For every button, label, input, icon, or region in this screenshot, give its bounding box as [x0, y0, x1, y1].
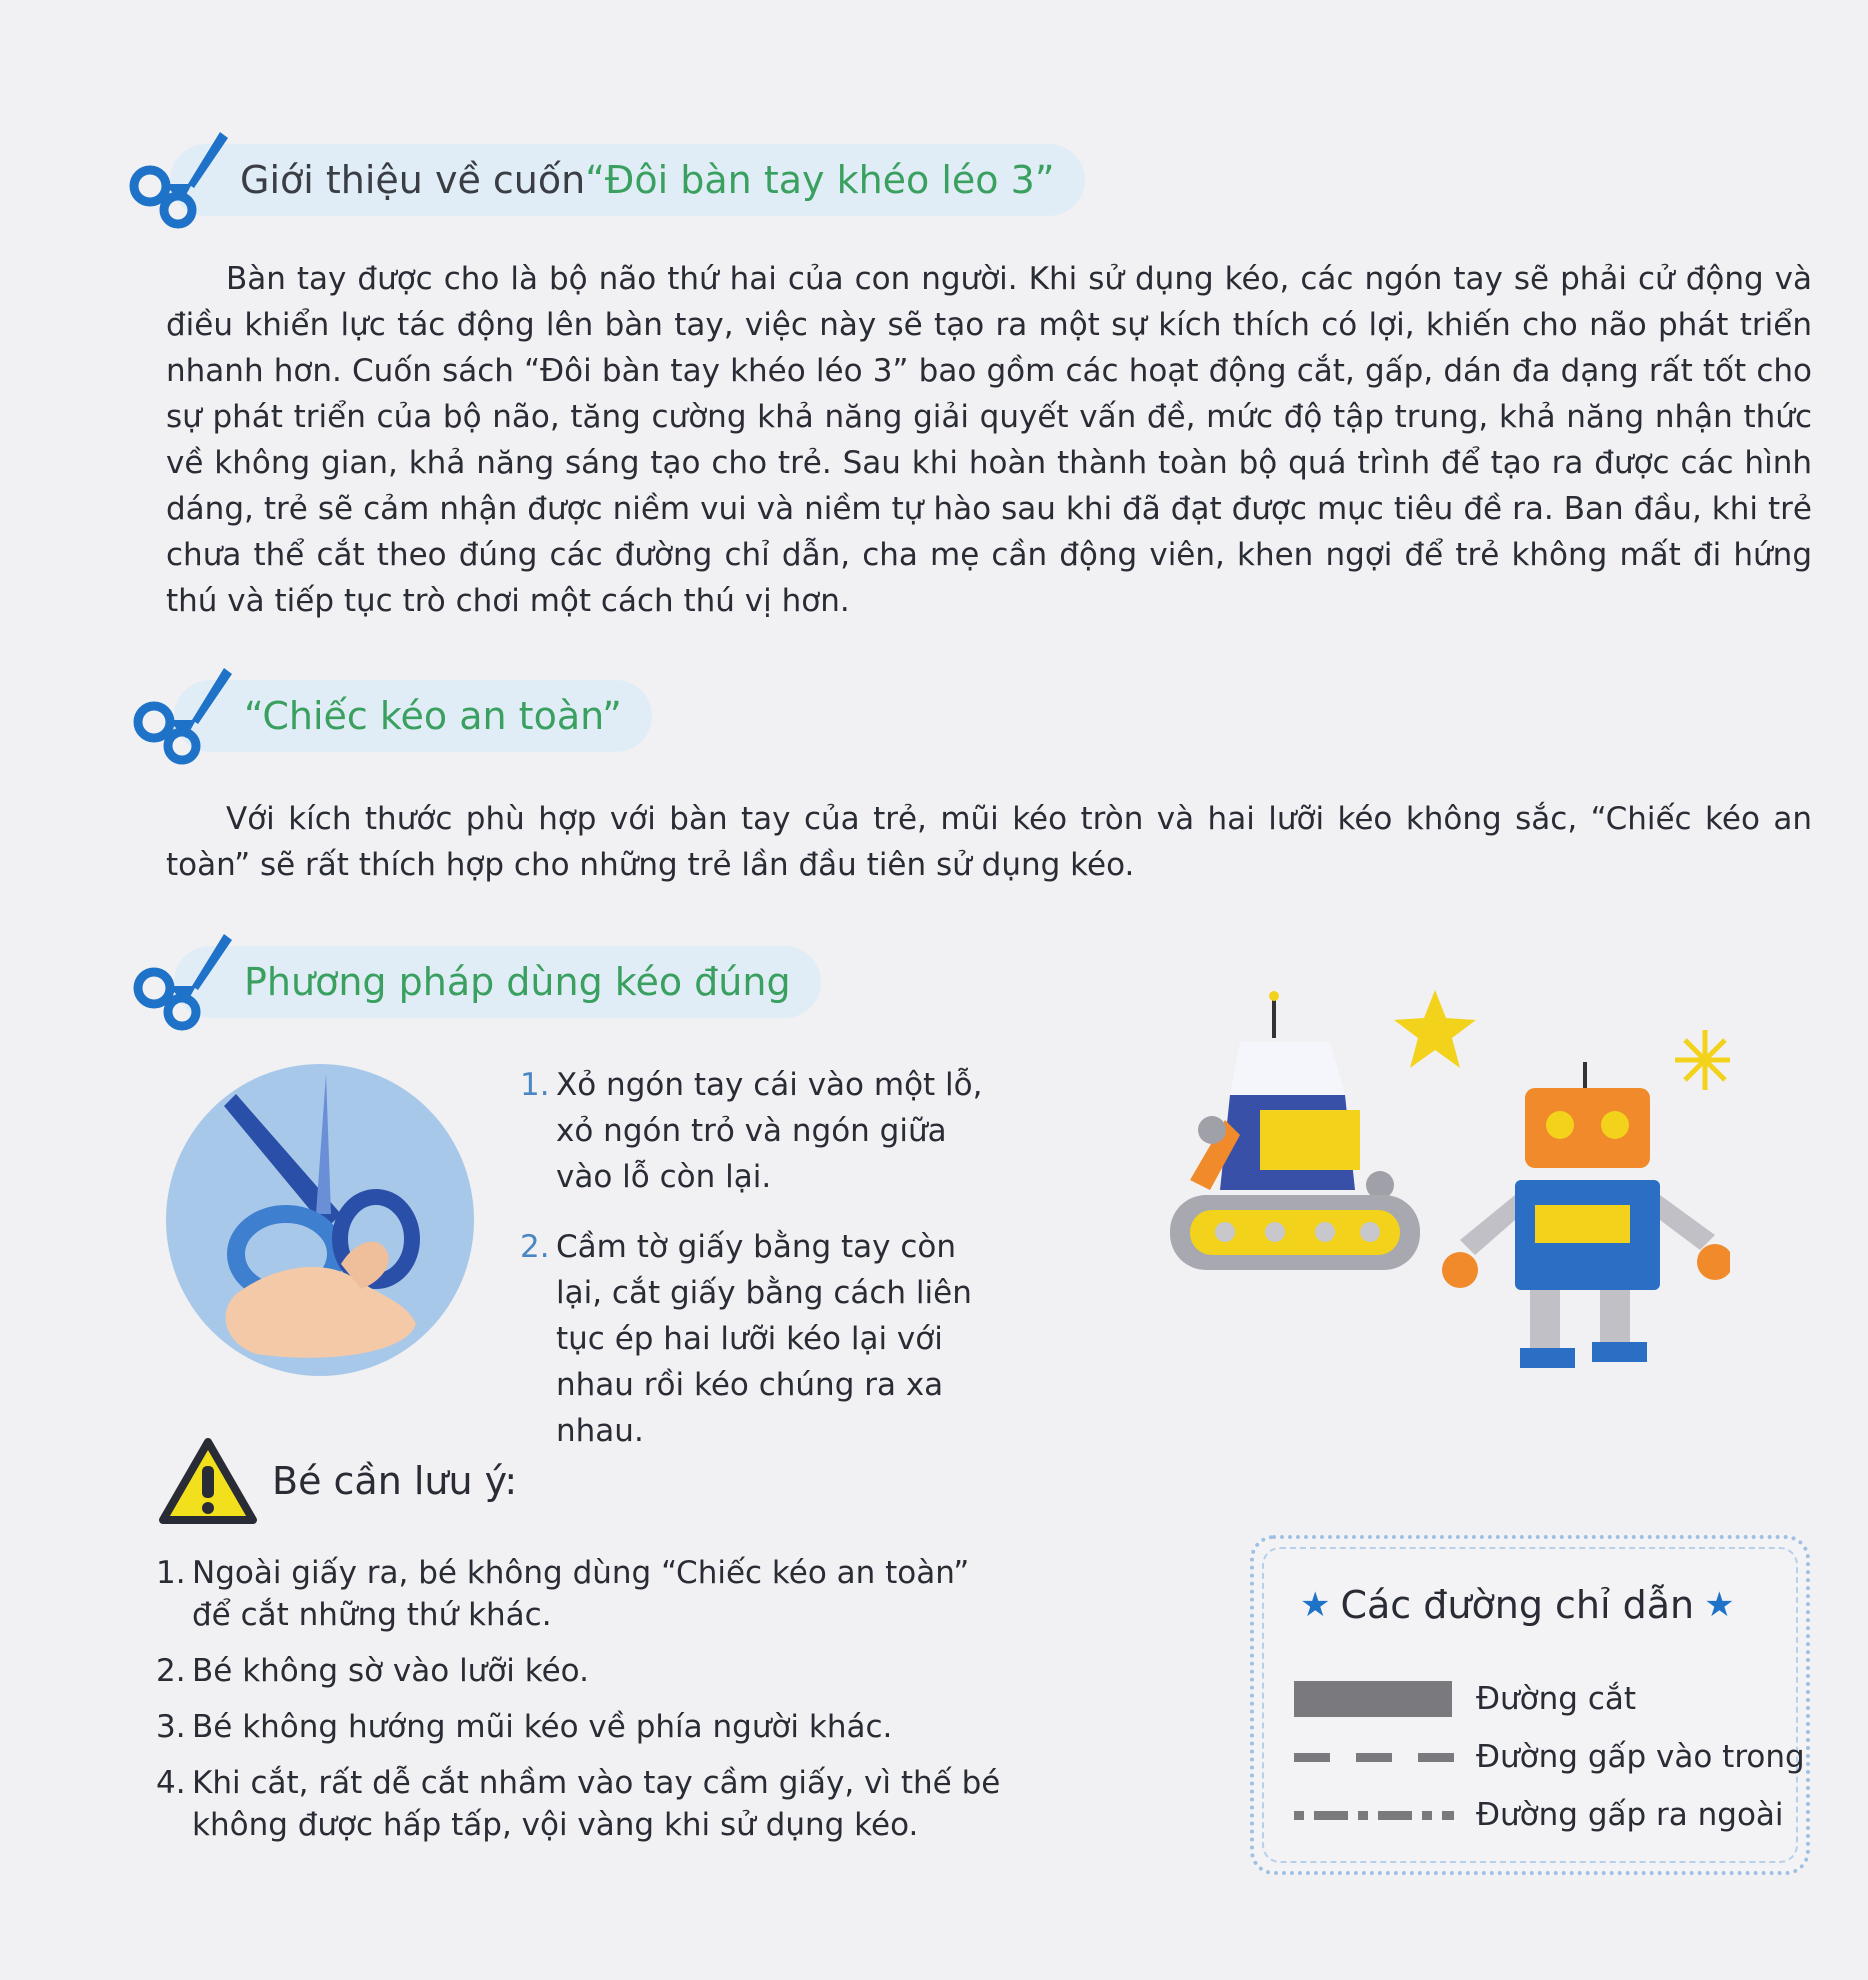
- legend-fold-in-line: [1294, 1739, 1805, 1775]
- list-item: [156, 1552, 1006, 1636]
- guide-title: [1300, 1583, 1735, 1627]
- hand-scissors-photo: [166, 1064, 474, 1376]
- list-item: [156, 1762, 1006, 1846]
- step-item: [520, 1062, 990, 1200]
- legend-label: Đường cắt: [1476, 1681, 1637, 1717]
- item-number: 4.: [156, 1765, 186, 1801]
- heading-highlight: “Chiếc kéo an toàn”: [244, 694, 622, 738]
- heading-highlight: “Đôi bàn tay khéo léo 3”: [585, 158, 1055, 202]
- sparkle-decoration: [1675, 1030, 1730, 1090]
- section-method-heading: [114, 938, 1014, 1018]
- scissors-icon: [120, 124, 230, 234]
- section-safe-scissors-heading: [114, 672, 814, 752]
- legend-fold-out-line: [1294, 1797, 1784, 1833]
- guide-title-text: Các đường chỉ dẫn: [1340, 1583, 1695, 1627]
- warning-title: Bé cần lưu ý:: [272, 1459, 518, 1503]
- hand-scissors-illustration: [166, 1064, 474, 1376]
- item-number: 3.: [156, 1709, 186, 1745]
- star-decoration: [1394, 990, 1476, 1068]
- item-text: Khi cắt, rất dễ cắt nhầm vào tay cầm giấy, vì thế bé không được hấp tấp, vội vàng khi sử dụng kéo.: [192, 1765, 1001, 1843]
- dashed-line-swatch: [1294, 1747, 1454, 1767]
- step-item: [520, 1224, 990, 1454]
- scissors-icon: [124, 660, 234, 770]
- list-item: [156, 1706, 1006, 1748]
- list-item: [156, 1650, 1006, 1692]
- warning-list: [156, 1552, 1006, 1860]
- heading-pill: [170, 144, 1085, 216]
- usage-steps: [520, 1062, 990, 1478]
- solid-line-swatch: [1294, 1679, 1454, 1719]
- item-text: Ngoài giấy ra, bé không dùng “Chiếc kéo an toàn” để cắt những thứ khác.: [192, 1555, 970, 1633]
- star-icon: ★: [1300, 1585, 1331, 1625]
- step-number: 1.: [520, 1067, 550, 1103]
- item-text: Bé không hướng mũi kéo về phía người khác.: [192, 1709, 893, 1745]
- section-intro-heading: [110, 136, 1210, 216]
- item-number: 1.: [156, 1555, 186, 1591]
- intro-paragraph: Bàn tay được cho là bộ não thứ hai của con người. Khi sử dụng kéo, các ngón tay sẽ phải cử động và điều khiển lực tác động lên bàn tay, việc này sẽ tạo ra một sự kích thích có lợi, khiến cho não phát triển nhanh hơn. Cuốn sách “Đôi bàn tay khéo léo 3” bao gồm các hoạt động cắt, gấp, dán đa dạng rất tốt cho sự phát triển của bộ não, tăng cường khả năng giải quyết vấn đề, mức độ tập trung, khả năng nhận thức về không gian, khả năng sáng tạo cho trẻ. Sau khi hoàn thành toàn bộ quá trình để tạo ra được các hình dáng, trẻ sẽ cảm nhận được niềm vui và niềm tự hào sau khi đã đạt được mục tiêu đề ra. Ban đầu, khi trẻ chưa thể cắt theo đúng các đường chỉ dẫn, cha mẹ cần động viên, khen ngợi để trẻ không mất đi hứng thú và tiếp tục trò chơi một cách thú vị hơn.: [166, 261, 1812, 619]
- item-number: 2.: [156, 1653, 186, 1689]
- warning-heading: [158, 1436, 517, 1526]
- guide-legend-box: [1250, 1535, 1810, 1875]
- heading-pill: [174, 946, 821, 1018]
- robots-illustration: [1130, 980, 1730, 1380]
- safe-scissors-paragraph: Với kích thước phù hợp với bàn tay của trẻ, mũi kéo tròn và hai lưỡi kéo không sắc, “Chiếc kéo an toàn” sẽ rất thích hợp cho những trẻ lần đầu tiên sử dụng kéo.: [166, 801, 1812, 883]
- star-icon: ★: [1704, 1585, 1735, 1625]
- item-text: Bé không sờ vào lưỡi kéo.: [192, 1653, 589, 1689]
- step-text: Xỏ ngón tay cái vào một lỗ, xỏ ngón trỏ và ngón giữa vào lỗ còn lại.: [556, 1067, 983, 1195]
- heading-pill: [174, 680, 652, 752]
- scissors-icon: [124, 926, 234, 1036]
- step-number: 2.: [520, 1229, 550, 1265]
- legend-cut-line: [1294, 1679, 1636, 1719]
- legend-label: Đường gấp vào trong: [1476, 1739, 1805, 1775]
- dash-dot-line-swatch: [1294, 1805, 1454, 1825]
- heading-prefix: Giới thiệu về cuốn: [240, 158, 586, 202]
- legend-label: Đường gấp ra ngoài: [1476, 1797, 1784, 1833]
- step-text: Cầm tờ giấy bằng tay còn lại, cắt giấy bằng cách liên tục ép hai lưỡi kéo lại với nhau rồi kéo chúng ra xa nhau.: [556, 1229, 972, 1449]
- warning-icon: [158, 1436, 258, 1526]
- heading-highlight: Phương pháp dùng kéo đúng: [244, 960, 791, 1004]
